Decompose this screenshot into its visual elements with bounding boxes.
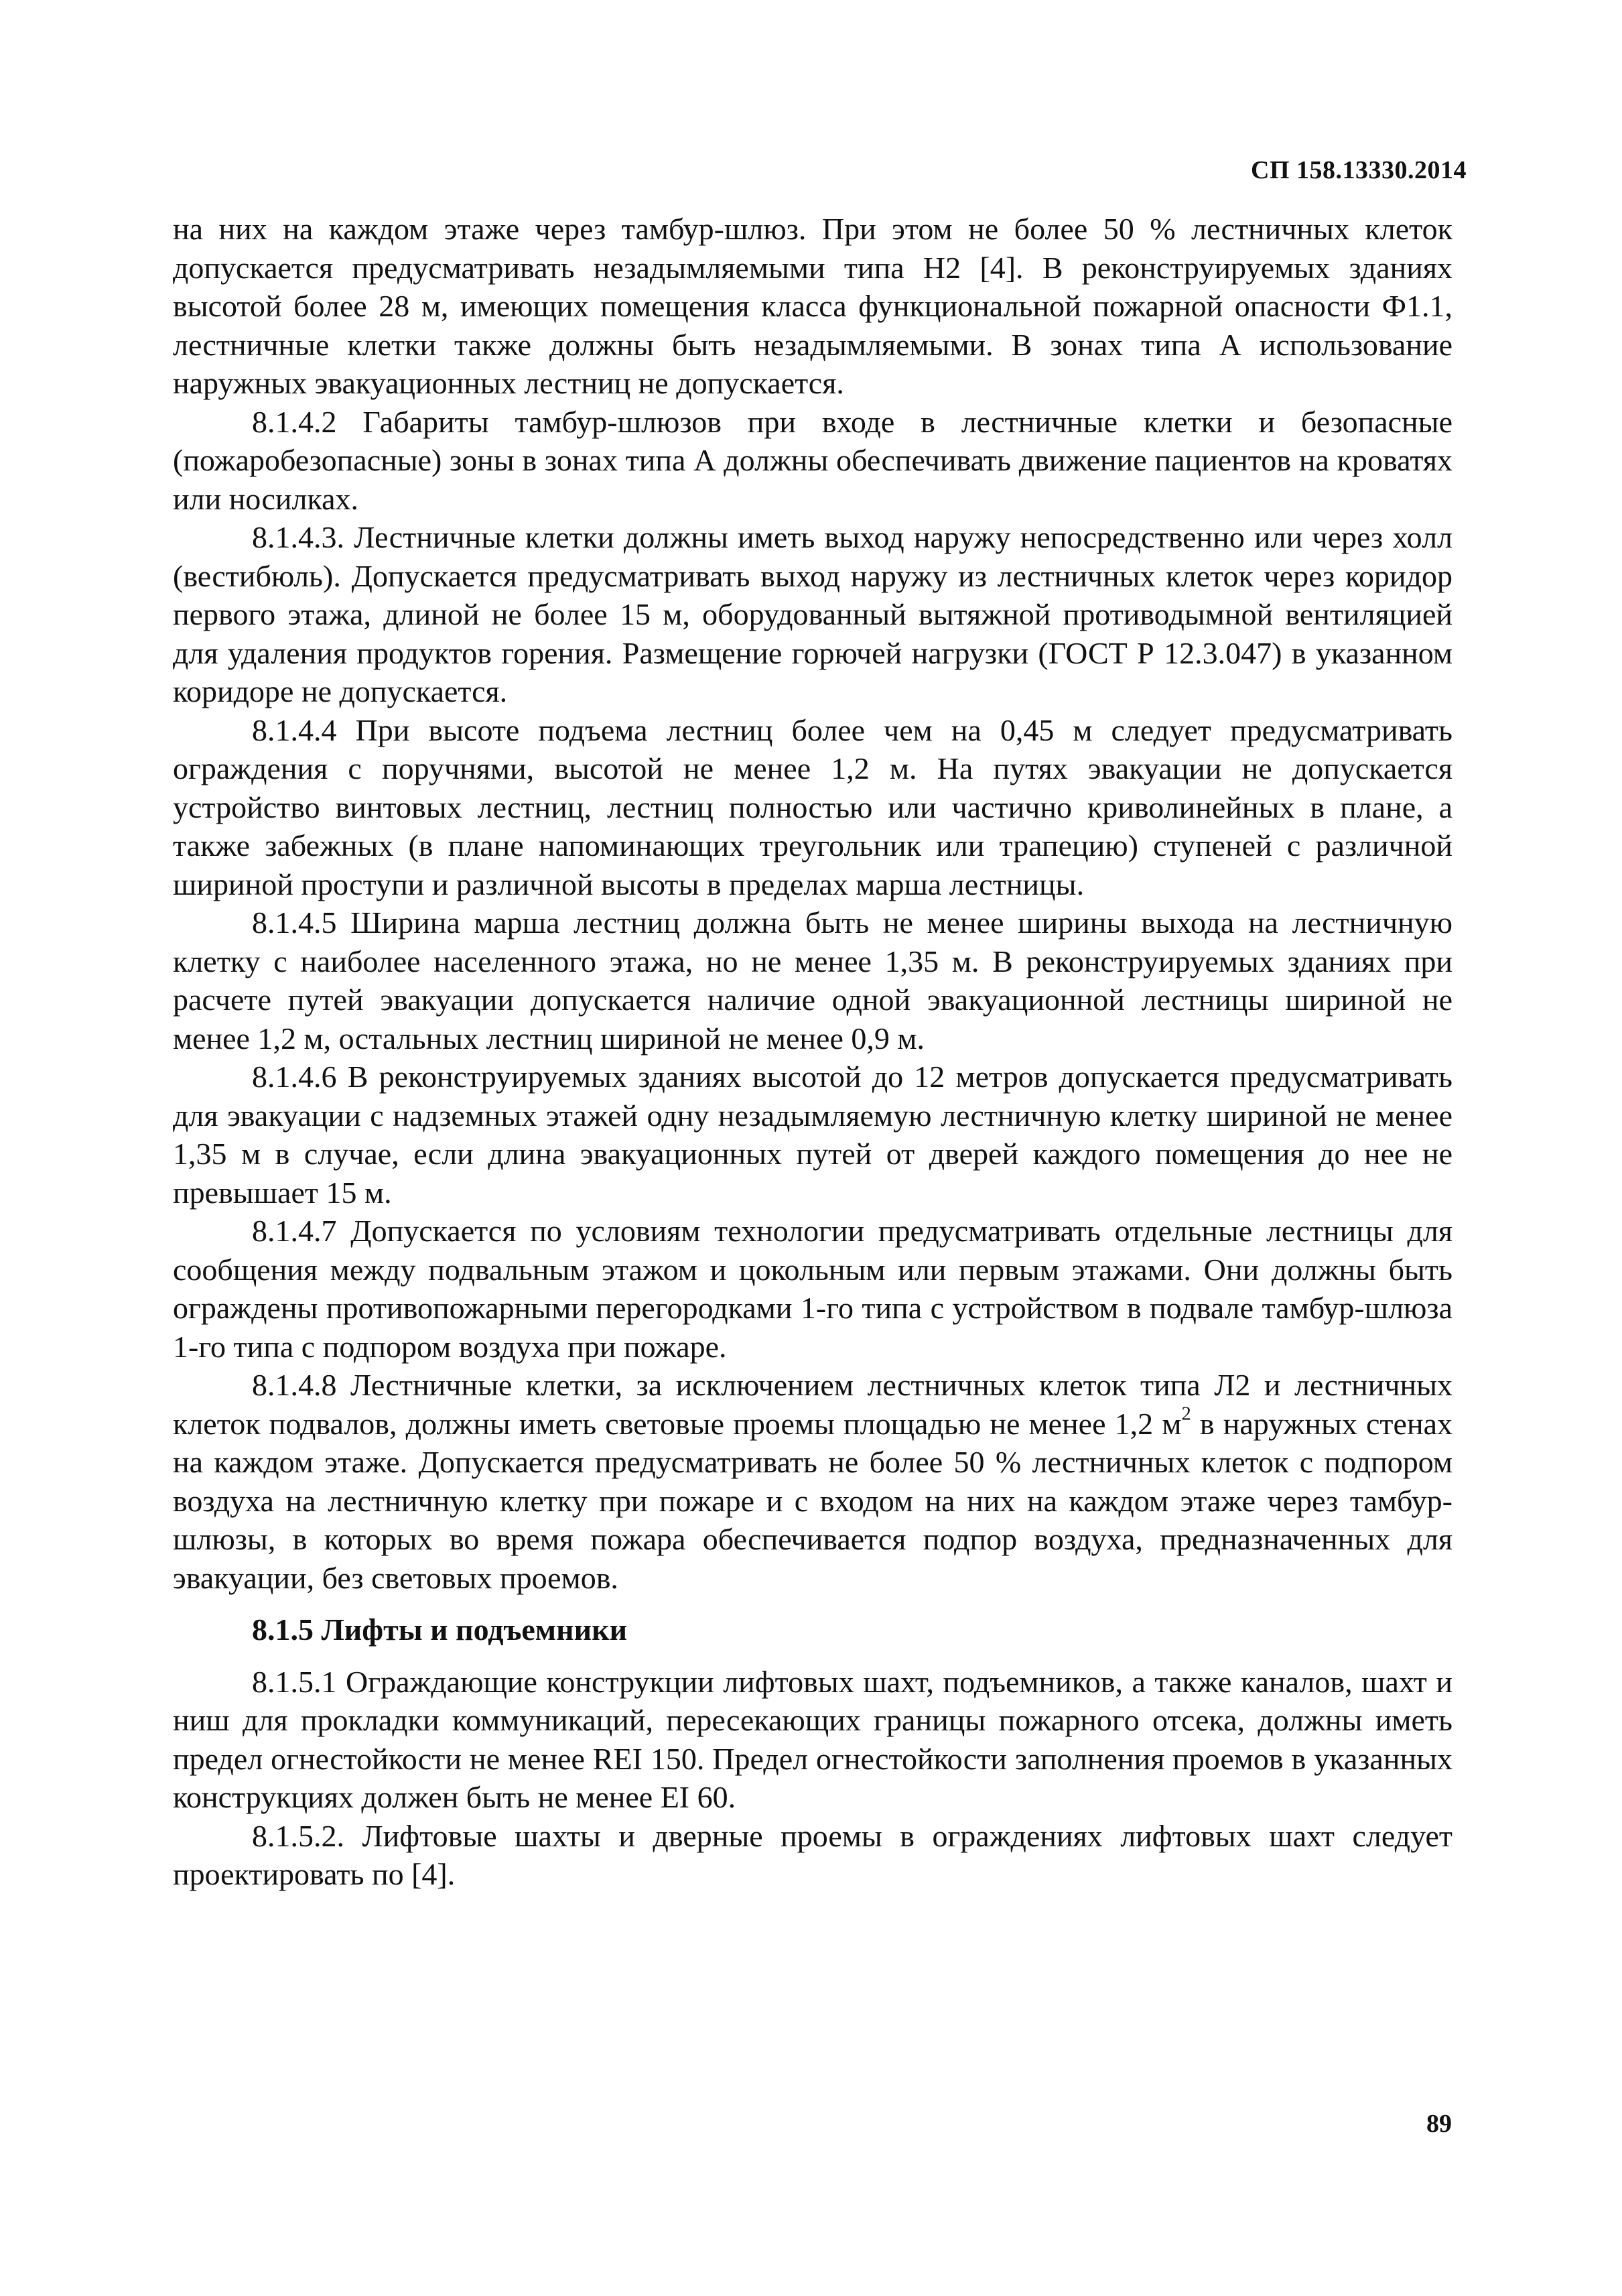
paragraph-8-1-4-5: 8.1.4.5 Ширина марша лестниц должна быть не менее ширины выхода на лестничную клетку с наиболее населенного этажа, но не менее 1,35 м. В реконструируемых зданиях при расчете путей эвакуации допускается наличие одной эвакуационной лестницы шириной не менее 1,2 м, остальных лестниц шириной не менее 0,9 м. <box>173 905 1452 1056</box>
paragraph-8-1-4-6: 8.1.4.6 В реконструируемых зданиях высотой до 12 метров допускается предусматривать для эвакуации с надземных этажей одну незадымляемую лестничную клетку шириной не менее 1,35 м в случае, если длина эвакуационных путей от дверей каждого помещения до нее не превышает 15 м. <box>173 1060 1452 1210</box>
paragraph-8-1-5-1: 8.1.5.1 Ограждающие конструкции лифтовых шахт, подъемников, а также каналов, шахт и ниш для прокладки коммуникаций, пересекающих границы пожарного отсека, должны иметь предел огнестойкости не менее REI 150. Предел огнестойкости заполнения проемов в указанных конструкциях должен быть не менее EI 60. <box>173 1664 1452 1814</box>
section-heading-8-1-5: 8.1.5 Лифты и подъемники <box>252 1612 628 1647</box>
paragraph-8-1-4-8-part-2: в наружных стенах на каждом этаже. Допускается предусматривать не более 50 % лестничных клеток с подпором воздуха на лестничную клетку при пожаре и с входом на них на каждом этаже через тамбур-шлюзы, в которых во время пожара обеспечивается подпор воздуха, предназначенных для эвакуации, без световых проемов. <box>173 1406 1452 1595</box>
paragraph-8-1-4-2: 8.1.4.2 Габариты тамбур-шлюзов при входе в лестничные клетки и безопасные (пожаробезопасные) зоны в зонах типа А должны обеспечивать движение пациентов на кроватях или носилках. <box>173 404 1452 516</box>
document-code-header: СП 158.13330.2014 <box>1251 156 1467 184</box>
paragraph-8-1-4-4: 8.1.4.4 При высоте подъема лестниц более чем на 0,45 м следует предусматривать ограждения с поручнями, высотой не менее 1,2 м. На путях эвакуации не допускается устройство винтовых лестниц, лестниц полностью или частично криволинейных в плане, а также забежных (в плане напоминающих треугольник или трапецию) ступеней с различной шириной проступи и различной высоты в пределах марша лестницы. <box>173 712 1452 901</box>
document-body <box>173 210 1452 1894</box>
superscript-square: 2 <box>1181 1403 1191 1425</box>
paragraph-8-1-5-2: 8.1.5.2. Лифтовые шахты и дверные проемы в ограждениях лифтовых шахт следует проектировать по [4]. <box>173 1818 1452 1891</box>
paragraph-8-1-4-7: 8.1.4.7 Допускается по условиям технологии предусматривать отдельные лестницы для сообщения между подвальным этажом и цокольным или первым этажами. Они должны быть ограждены противопожарными перегородками 1-го типа с устройством в подвале тамбур-шлюза 1-го типа с подпором воздуха при пожаре. <box>173 1214 1452 1364</box>
paragraph-continuation: на них на каждом этаже через тамбур-шлюз. При этом не более 50 % лестничных клеток допускается предусматривать незадымляемыми типа Н2 [4]. В реконструируемых зданиях высотой более 28 м, имеющих помещения класса функциональной пожарной опасности Ф1.1, лестничные клетки также должны быть незадымляемыми. В зонах типа А использование наружных эвакуационных лестниц не допускается. <box>173 212 1452 400</box>
paragraph-8-1-4-3: 8.1.4.3. Лестничные клетки должны иметь выход наружу непосредственно или через холл (вестибюль). Допускается предусматривать выход наружу из лестничных клеток через коридор первого этажа, длиной не более 15 м, оборудованный вытяжной противодымной вентиляцией для удаления продуктов горения. Размещение горючей нагрузки (ГОСТ Р 12.3.047) в указанном коридоре не допускается. <box>173 520 1452 708</box>
paragraph-8-1-4-8-part-1: 8.1.4.8 Лестничные клетки, за исключением лестничных клеток типа Л2 и лестничных клеток подвалов, должны иметь световые проемы площадью не менее 1,2 м <box>173 1368 1452 1441</box>
paragraph-8-1-4-8 <box>173 1366 1452 1597</box>
page-number: 89 <box>1426 2110 1452 2138</box>
